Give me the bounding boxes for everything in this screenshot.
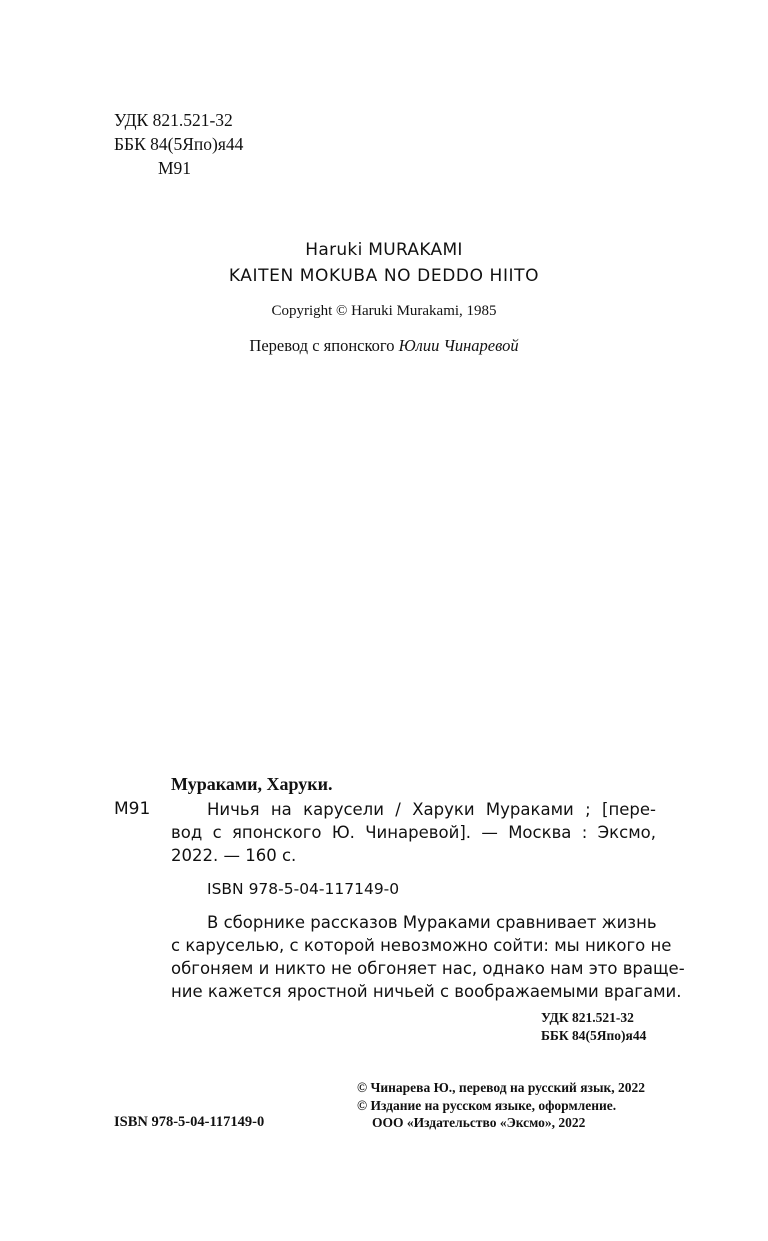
catalog-entry-line: Ничья на карусели / Харуки Мураками ; [пере- bbox=[207, 800, 656, 819]
annotation bbox=[171, 911, 685, 1003]
author-mark: М91 bbox=[158, 158, 192, 178]
footer-isbn: ISBN 978-5-04-117149-0 bbox=[114, 1114, 265, 1130]
catalog-udk: УДК 821.521-32 bbox=[541, 1010, 634, 1025]
annotation-line: В сборнике рассказов Мураками сравнивает жизнь bbox=[207, 913, 657, 932]
catalog-bbk: ББК 84(5Япо)я44 bbox=[541, 1028, 647, 1043]
catalog-entry bbox=[171, 798, 656, 867]
footer-copyright-edition: © Издание на русском языке, оформление. bbox=[357, 1098, 617, 1113]
original-author: Haruki MURAKAMI bbox=[305, 240, 463, 260]
translation-prefix: Перевод с японского bbox=[249, 336, 399, 355]
catalog-author-mark: М91 bbox=[114, 799, 151, 819]
translation-credit bbox=[0, 336, 768, 356]
catalog-author-heading: Мураками, Харуки. bbox=[171, 774, 333, 794]
original-title: KAITEN MOKUBA NO DEDDO HIITO bbox=[228, 266, 540, 286]
annotation-line: ние кажется яростной ничьей с воображаемыми врагами. bbox=[171, 982, 682, 1001]
catalog-entry-line: 2022. — 160 с. bbox=[171, 846, 297, 865]
udk-code: УДК 821.521-32 bbox=[114, 110, 233, 130]
annotation-line: с каруселью, с которой невозможно сойти: мы никого не bbox=[171, 936, 672, 955]
annotation-line: обгоняем и никто не обгоняет нас, однако нам это враще- bbox=[171, 959, 685, 978]
catalog-isbn: ISBN 978-5-04-117149-0 bbox=[207, 880, 400, 898]
footer-copyright-translation: © Чинарева Ю., перевод на русский язык, 2022 bbox=[357, 1080, 646, 1095]
translator-name: Юлии Чинаревой bbox=[398, 336, 519, 355]
original-copyright: Copyright © Haruki Murakami, 1985 bbox=[271, 303, 497, 319]
footer-copyright-publisher: ООО «Издательство «Эксмо», 2022 bbox=[372, 1115, 586, 1130]
catalog-entry-line: вод с японского Ю. Чинаревой]. — Москва : Эксмо, bbox=[171, 823, 656, 842]
bbk-code: ББК 84(5Япо)я44 bbox=[114, 134, 244, 154]
